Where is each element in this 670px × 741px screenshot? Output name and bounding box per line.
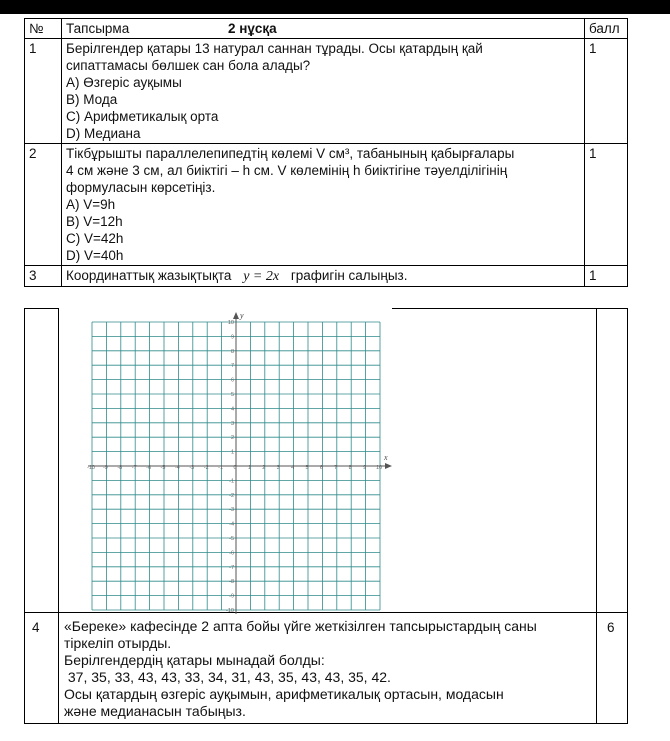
y-tick-label: 10	[227, 320, 234, 326]
task-1-option-b: B) Мода	[66, 92, 118, 107]
header-variant: 2 нұсқа	[228, 21, 277, 36]
y-tick-label: -6	[229, 550, 234, 557]
task-1-num: 1	[25, 39, 62, 144]
y-tick-label: 6	[230, 377, 234, 384]
header-task-label: Тапсырма	[66, 21, 130, 36]
task-4-line: және медианасын табыңыз.	[64, 703, 246, 719]
task-3-score: 1	[585, 266, 628, 287]
x-tick-label: 3	[276, 465, 280, 471]
task-1-option-a: A) Өзгеріс ауқымы	[66, 75, 182, 90]
x-tick-label: -9	[102, 465, 108, 471]
y-tick-label: -4	[229, 521, 234, 528]
task-1-text	[62, 39, 585, 144]
task-2-text	[62, 144, 585, 266]
coordinate-grid-svg	[82, 310, 392, 614]
x-tick-label: -10	[87, 465, 95, 471]
header-num: №	[25, 19, 62, 39]
tasks-table	[24, 18, 628, 287]
y-tick-label: 9	[230, 334, 234, 341]
y-tick-label: 3	[230, 420, 234, 427]
table-row	[25, 144, 628, 266]
x-tick-label: 7	[334, 465, 338, 471]
x-tick-label: 4	[291, 465, 295, 471]
top-black-bar	[0, 0, 670, 14]
task-2-option-d: D) V=40h	[66, 248, 124, 263]
y-tick-label: -2	[229, 492, 234, 499]
x-tick-label: -2	[203, 465, 209, 471]
task-1-line: Берілгендер қатары 13 натурал саннан тұрады. Осы қатардың қай	[66, 41, 483, 56]
task-2-score: 1	[585, 144, 628, 266]
y-tick-label: 1	[230, 449, 234, 456]
x-tick-label: 2	[262, 465, 266, 471]
x-tick-label: 1	[247, 465, 251, 471]
x-axis-arrow	[385, 463, 392, 469]
y-axis-label: y	[240, 311, 244, 320]
x-tick-label: -6	[146, 465, 152, 471]
x-axis-label: x	[384, 453, 388, 462]
task-4-line: Осы қатардың өзгеріс ауқымын, арифметикалық ортасын, модасын	[64, 686, 504, 702]
x-tick-label: 0	[233, 465, 237, 471]
x-tick-label: -7	[131, 465, 137, 471]
task-2-option-a: A) V=9h	[66, 197, 116, 212]
task-4-line: «Береке» кафесінде 2 апта бойы үйге жеткізілген тапсырыстардың саны	[64, 618, 537, 634]
y-tick-label: 8	[230, 348, 234, 355]
task-2-option-c: C) V=42h	[66, 231, 124, 246]
y-tick-label: -3	[229, 507, 234, 514]
y-tick-label: 2	[230, 435, 234, 442]
task-4-num: 4	[32, 620, 40, 635]
task-4-section	[24, 308, 628, 724]
y-tick-label: 5	[230, 392, 234, 398]
y-tick-label: -8	[229, 579, 234, 586]
y-tick-label: -5	[229, 536, 234, 542]
y-tick-label: -9	[229, 593, 234, 600]
task-1-score: 1	[585, 39, 628, 144]
task-3-num: 3	[25, 266, 62, 287]
task-4-text	[64, 618, 604, 720]
task-1-option-c: C) Арифметикалық орта	[66, 109, 219, 124]
y-tick-label: -1	[229, 478, 234, 485]
task-4-line: Берілгендердің қатары мынадай болды:	[64, 652, 325, 668]
header-task	[62, 19, 585, 39]
task-3-formula: y = 2x	[243, 269, 280, 284]
x-tick-label: -5	[160, 465, 166, 471]
x-tick-label: 10	[375, 465, 383, 471]
table-row	[25, 39, 628, 144]
y-tick-label: 7	[230, 363, 234, 370]
task-4-score: 6	[607, 620, 615, 635]
task-2-option-b: B) V=12h	[66, 214, 123, 229]
task-2-line: Тікбұрышты параллелепипедтің көлемі V см³, табанының қабырғалары	[66, 146, 515, 161]
header-score: балл	[585, 19, 628, 39]
y-tick-label: -7	[229, 564, 234, 571]
x-tick-label: -4	[174, 465, 180, 471]
coordinate-grid	[82, 310, 392, 614]
task-2-line: формуласын көрсетіңіз.	[66, 180, 216, 195]
x-tick-label: -8	[117, 465, 123, 471]
task-2-num: 2	[25, 144, 62, 266]
task-1-option-d: D) Медиана	[66, 126, 141, 141]
x-tick-label: 8	[348, 465, 352, 471]
x-tick-label: -3	[189, 465, 195, 471]
task-1-line: сипаттамасы бөлшек сан бола алады?	[66, 58, 311, 73]
table-row	[25, 266, 628, 287]
task-2-line: 4 см және 3 см, ал биіктігі – h см. V көлемінің h биіктігіне тәуелділігінің	[66, 163, 508, 178]
task-3-text-after: графигін салыңыз.	[290, 268, 408, 283]
x-tick-label: 5	[305, 465, 309, 471]
task-4-line: тіркеліп отырды.	[64, 635, 172, 651]
task-3-text-before: Координаттық жазықтықта	[66, 268, 232, 283]
table-header-row	[25, 19, 628, 39]
task-3-text	[62, 266, 585, 287]
x-tick-label: 9	[363, 465, 367, 471]
x-tick-label: 6	[319, 465, 323, 471]
y-tick-label: 4	[230, 406, 234, 413]
y-axis-arrow	[233, 312, 239, 319]
y-tick-label: -10	[226, 608, 234, 614]
x-tick-label: -1	[218, 465, 224, 471]
task-4-data-series: 37, 35, 33, 43, 43, 33, 34, 31, 43, 35, 43, 43, 35, 42.	[64, 669, 391, 685]
